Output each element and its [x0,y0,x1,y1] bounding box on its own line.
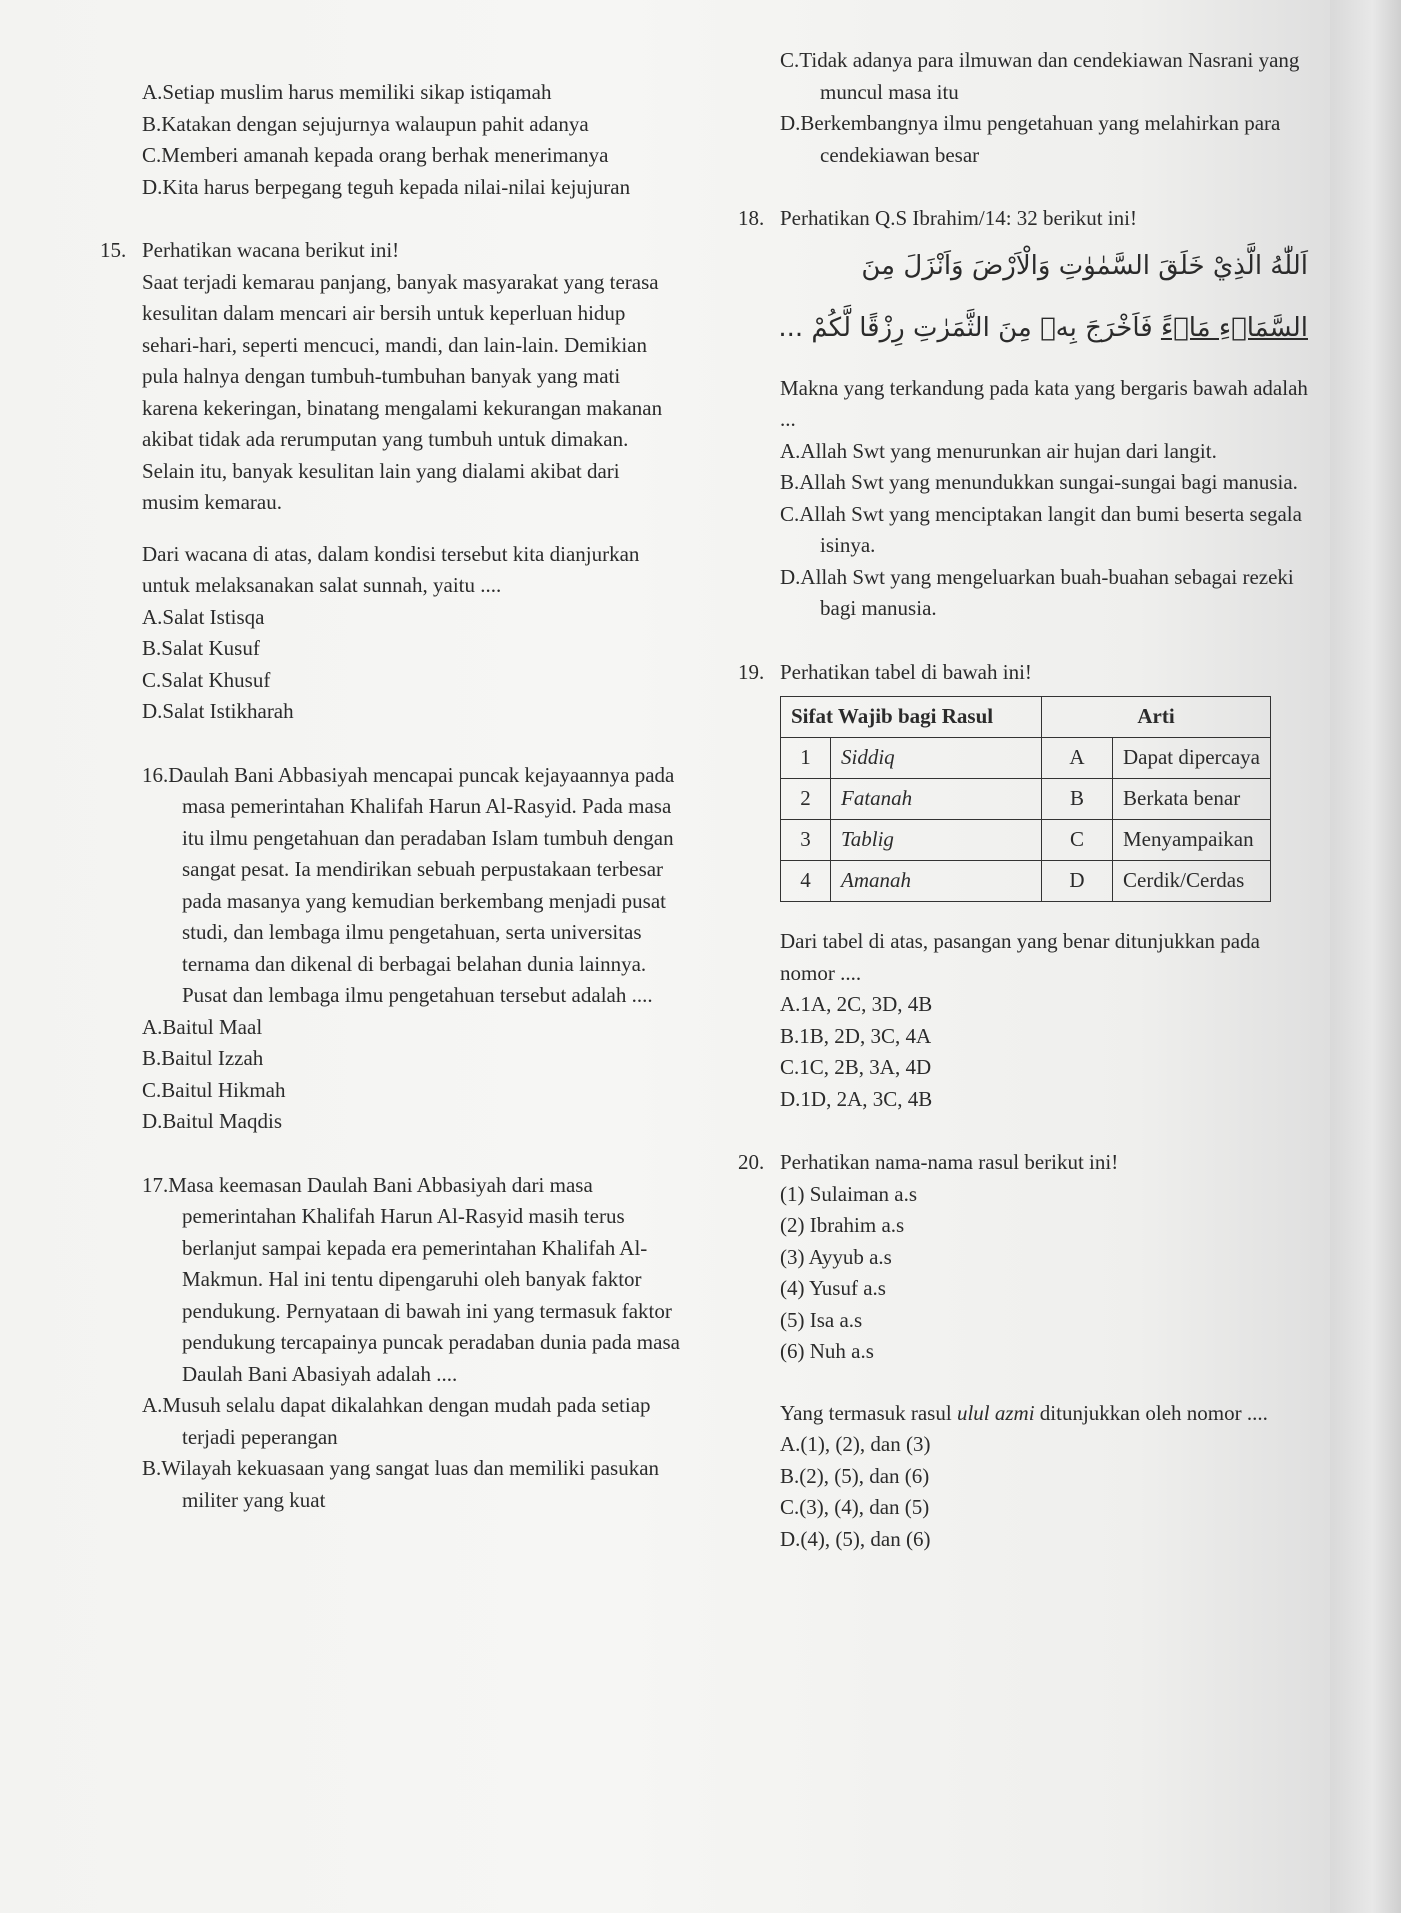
q20-list-item: (2) Ibrahim a.s [780,1213,905,1237]
q16-option-a: A.Baitul Maal [142,1014,263,1039]
table-row: 2 Fatanah B Berkata benar [781,779,1271,820]
q15-passage: Saat terjadi kemarau panjang, banyak masyarakat yang terasa kesulitan dalam mencari air bersih untuk keperluan hidup sehari-hari, seperti mencuci, mandi, dan lain-lain. Demikian pula halnya dengan tumbuh-tumbuhan banyak yang mati karena kekeringan, binatang mengalami kekurangan makanan akibat tidak ada rerumputan yang tumbuh untuk dimakan. Selain itu, banyak kesulitan lain yang dialami akibat dari musim kemarau. [142,269,663,514]
q18-option-c: C.Allah Swt yang menciptakan langit dan bumi beserta segala isinya. [780,501,1302,557]
q20-option-d: D.(4), (5), dan (6) [780,1526,931,1551]
q16-option-b: B.Baitul Izzah [142,1046,264,1070]
question-15 [100,235,680,728]
q15-option-d: D.Salat Istikharah [142,699,294,723]
q18-option-b: B.Allah Swt yang menundukkan sungai-sungai bagi manusia. [780,470,1298,494]
sifat-wajib-table [780,696,1271,902]
q18-number: 18. [738,206,765,230]
q20-list-item: (5) Isa a.s [780,1307,863,1332]
q14-options [100,77,680,203]
q20-question: Yang termasuk rasul ulul azmi ditunjukkan oleh nomor .... [780,1400,1268,1425]
q19-intro: Perhatikan tabel di bawah ini! [780,659,1032,684]
q17-option-b: B.Wilayah kekuasaan yang sangat luas dan memiliki pasukan militer yang kuat [142,1456,660,1512]
q14-option-a: A.Setiap muslim harus memiliki sikap istiqamah [142,80,552,104]
question-20 [738,1147,1318,1555]
q18-option-d: D.Allah Swt yang mengeluarkan buah-buahan sebagai rezeki bagi manusia. [780,564,1294,620]
q15-option-c: C.Salat Khusuf [142,667,271,692]
table-row: 3 Tablig C Menyampaikan [781,820,1271,861]
q20-option-b: B.(2), (5), dan (6) [780,1463,930,1488]
q17-number: 17. [142,1172,169,1197]
q18-question: Makna yang terkandung pada kata yang bergaris bawah adalah ... [780,375,1308,431]
q14-option-d: D.Kita harus berpegang teguh kepada nilai-nilai kejujuran [142,174,631,199]
q20-option-c: C.(3), (4), dan (5) [780,1495,930,1519]
q14-option-b: B.Katakan dengan sejujurnya walaupun pahit adanya [142,111,589,136]
q20-list-item: (4) Yusuf a.s [780,1276,886,1300]
arabic-line-2: السَّمَاۤءِ مَاۤءً فَاَخْرَجَ بِهٖ مِنَ الثَّمَرٰتِ رِزْقًا لَّكُمْ ... [778,312,1308,343]
question-16 [100,760,680,1138]
right-column [738,45,1318,1555]
q17-option-d: D.Berkembangnya ilmu pengetahuan yang melahirkan para cendekiawan besar [780,111,1281,167]
left-column [100,77,680,1516]
q20-option-a: A.(1), (2), dan (3) [780,1432,931,1456]
q16-number: 16. [142,762,169,787]
q20-intro: Perhatikan nama-nama rasul berikut ini! [780,1150,1119,1174]
q19-option-a: A.1A, 2C, 3D, 4B [780,992,933,1016]
q18-intro: Perhatikan Q.S Ibrahim/14: 32 berikut ini! [780,206,1137,230]
table-header-sifat: Sifat Wajib bagi Rasul [781,697,1042,738]
q15-option-b: B.Salat Kusuf [142,636,260,660]
q19-option-d: D.1D, 2A, 3C, 4B [780,1086,933,1111]
q16-text: Daulah Bani Abbasiyah mencapai puncak kejayaannya pada masa pemerintahan Khalifah Harun Al-Rasyid. Pada masa itu ilmu pengetahuan dan peradaban Islam tumbuh dengan sangat pesat. Ia mendirikan sebuah perpustakaan terbesar pada masanya yang kemudian berkembang menjadi pusat studi, dan lembaga ilmu pengetahuan, serta universitas ternama dan dikenal di berbagai belahan dunia lainnya. Pusat dan lembaga ilmu pengetahuan tersebut adalah .... [168,762,675,1007]
q15-option-a: A.Salat Istisqa [142,604,265,629]
question-17 [100,1170,680,1517]
table-row: 1 Siddiq A Dapat dipercaya [781,738,1271,779]
q17-text: Masa keemasan Daulah Bani Abbasiyah dari masa pemerintahan Khalifah Harun Al-Rasyid masih terus berlanjut sampai kepada era pemerintahan Khalifah Al-Makmun. Hal ini tentu dipengaruhi oleh banyak faktor pendukung. Pernyataan di bawah ini yang termasuk faktor pendukung tercapainya puncak peradaban dunia pada masa Daulah Bani Abasiyah adalah .... [168,1172,680,1386]
table-header-arti: Arti [1042,697,1271,738]
q19-question: Dari tabel di atas, pasangan yang benar ditunjukkan pada nomor .... [780,929,1260,985]
q14-option-c: C.Memberi amanah kepada orang berhak menerimanya [142,143,609,167]
q19-option-c: C.1C, 2B, 3A, 4D [780,1055,932,1079]
q15-number: 15. [100,238,127,262]
q16-option-c: C.Baitul Hikmah [142,1077,286,1102]
q19-option-b: B.1B, 2D, 3C, 4A [780,1023,932,1048]
table-header-row [781,697,1271,738]
q17-option-a: A.Musuh selalu dapat dikalahkan dengan mudah pada setiap terjadi peperangan [142,1393,651,1449]
q18-arabic-verse [738,235,1318,359]
q20-list-item: (6) Nuh a.s [780,1339,874,1363]
question-18 [738,203,1318,625]
q15-question: Dari wacana di atas, dalam kondisi tersebut kita dianjurkan untuk melaksanakan salat sunnah, yaitu .... [142,541,640,597]
q18-option-a: A.Allah Swt yang menurunkan air hujan dari langit. [780,438,1217,463]
arabic-underlined-word: السَّمَاۤءِ مَاۤءً [1160,312,1308,343]
q17-option-c: C.Tidak adanya para ilmuwan dan cendekiawan Nasrani yang muncul masa itu [780,48,1300,104]
table-row: 4 Amanah D Cerdik/Cerdas [781,861,1271,902]
q16-option-d: D.Baitul Maqdis [142,1109,283,1133]
q15-intro: Perhatikan wacana berikut ini! [142,238,400,262]
arabic-line-1: اَللّٰهُ الَّذِيْ خَلَقَ السَّمٰوٰتِ وَالْاَرْضَ وَاَنْزَلَ مِنَ [861,250,1308,281]
q19-number: 19. [738,659,765,684]
q20-number: 20. [738,1150,765,1174]
q20-list-item: (1) Sulaiman a.s [780,1181,918,1206]
question-19 [738,657,1318,1116]
q20-list-item: (3) Ayyub a.s [780,1244,892,1269]
page-edge [1330,0,1401,1913]
